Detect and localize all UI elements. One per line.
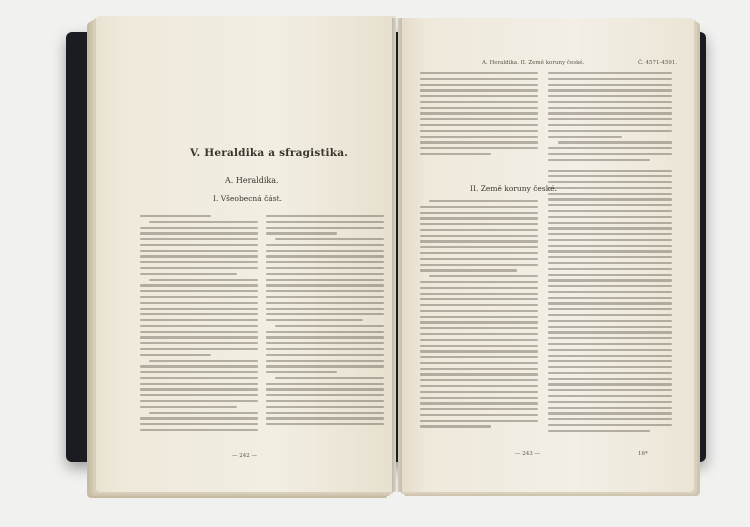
running-numbers: Č. 4571-4591. (638, 60, 678, 66)
right-section-heading: II. Země koruny české. (470, 184, 558, 193)
left-page-number: — 242 — (232, 453, 257, 459)
left-column-2 (266, 215, 384, 429)
chapter-heading: V. Heraldika a sfragistika. (190, 147, 349, 159)
right-page-number: — 243 — (515, 451, 540, 457)
right-column-2 (548, 72, 672, 435)
right-column-1-bottom (420, 200, 538, 431)
section-heading-heraldika: A. Heraldika. (225, 176, 279, 185)
right-column-1-top (420, 72, 538, 159)
book-gutter (392, 18, 402, 492)
right-page-signature: 16* (638, 451, 648, 457)
running-header: A. Heraldika. II. Země koruny české. (482, 60, 585, 66)
subsection-heading: I. Všeobecná část. (213, 194, 282, 203)
left-column-1 (140, 215, 258, 435)
